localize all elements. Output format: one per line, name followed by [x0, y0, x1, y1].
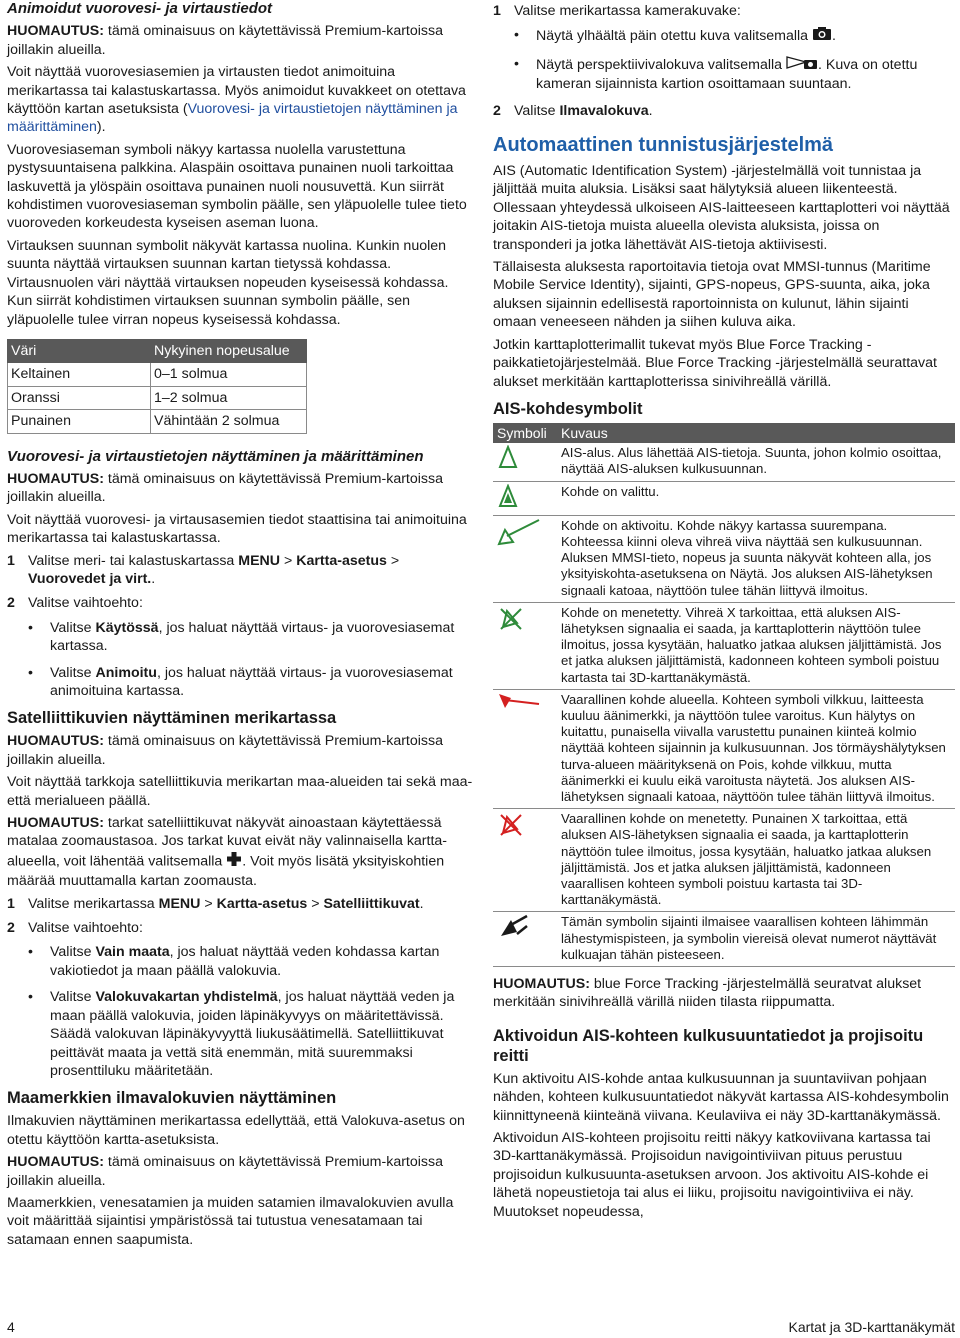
- ais-danger-icon: [497, 692, 541, 724]
- bullet-item: • Näytä ylhäältä päin otettu kuva valitsemalla .: [514, 26, 955, 46]
- footer-section-title: Kartat ja 3D-karttanäkymät: [788, 1319, 955, 1335]
- section-heading-tides-settings: Vuorovesi- ja virtaustietojen näyttäminen ja määrittäminen: [7, 447, 424, 465]
- right-column: [493, 0, 955, 1225]
- table-row: Kohde on valittu.: [493, 481, 955, 515]
- paragraph: Voit näyttää vuorovesiasemien ja virtausten tiedot animoituina merikartassa tai kalastuskartassa. Myös animoidut kuvakkeet on otettava käyttöön kartan asetuksista (Vuorovesi- ja virtaustietojen näyttäminen ja määrittäminen).: [7, 64, 466, 136]
- paragraph: Tällaisesta aluksesta raportoitavia tietoja ovat MMSI-tunnus (Maritime Mobile Service Identity), sijainti, GPS-nopeus, GPS-suunta, aika, joka aluksen sijainnin edellisestä raportoinnista on kulunut, lähin sijainti omaan veneeseen nähden ja siihen kuluva aika.: [493, 259, 931, 331]
- note-paragraph: HUOMAUTUS: tämä ominaisuus on käytettävissä Premium-kartoissa joillakin alueilla.: [7, 23, 443, 58]
- paragraph: AIS (Automatic Identification System) -järjestelmällä voit tunnistaa ja jäljittää muita aluksia. Lisäksi saat hälytyksiä alueen liikenteestä. Ollessaan yhteydessä ulkoiseen AIS-laitteeseen karttaplotteri voi näyttää joitakin AIS-tietoja muista alueella olevista aluksista, joissa on transponderi ja jotka lähettävät AIS-tietoja aktiivisesti.: [493, 163, 950, 253]
- paragraph: Voit näyttää vuorovesi- ja virtausasemien tiedot staattisina tai animoituina merikartassa tai kalastuskartassa.: [7, 511, 467, 547]
- bullet-item: • Valitse Vain maata, jos haluat näyttää veden kohdassa kartan vakiotiedot ja maan päällä valokuvia.: [28, 944, 440, 979]
- paragraph: Voit näyttää tarkkoja satelliittikuvia merikartan maa-alueiden tai sekä maa- että merialueen päällä.: [7, 774, 473, 809]
- table-row: AIS-alus. Alus lähettää AIS-tietoja. Suunta, johon kolmio osoittaa, näyttää AIS-aluksen kulkusuunnan.: [493, 443, 955, 481]
- section-heading-activated-ais: Aktivoidun AIS-kohteen kulkusuuntatiedot ja projisoitu reitti: [493, 1026, 924, 1065]
- note-paragraph: HUOMAUTUS: tämä ominaisuus on käytettävissä Premium-kartoissa joillakin alueilla.: [7, 470, 443, 506]
- paragraph: Ilmakuvien näyttäminen merikartassa edellyttää, että Valokuva-asetus on otettu käyttöön kartta-asetuksista.: [7, 1113, 465, 1148]
- ais-selected-icon: [497, 484, 519, 512]
- camera-icon: [812, 26, 832, 46]
- step-2: 2 Valitse vaihtoehto:: [7, 595, 143, 612]
- current-speed-table: [7, 339, 307, 434]
- bullet-item: • Valitse Valokuvakartan yhdistelmä, jos haluat näyttää veden ja maan päällä valokuvia, joiden läpinäkyvyys on määritettävissä. Säädä valokuvan läpinäkyvyyttä liukusäätimellä. Satelliittikuvat peittävät maata ja vettä sitä enemmän, mitä suuremmaksi prosenttiluku määritetään.: [28, 989, 455, 1079]
- section-heading-animated-tides: Animoidut vuorovesi- ja virtaustiedot: [7, 0, 273, 17]
- left-column: [7, 0, 473, 1253]
- ais-lost-icon: [497, 605, 527, 635]
- table-row: Punainen Vähintään 2 solmua: [8, 410, 307, 433]
- step-1: 1 Valitse merikartassa kamerakuvake:: [493, 3, 741, 19]
- ais-cpa-icon: [497, 914, 531, 944]
- note-paragraph: HUOMAUTUS: tämä ominaisuus on käytettävissä Premium-kartoissa joillakin alueilla.: [7, 1154, 443, 1189]
- step-1: 1 Valitse meri- tai kalastuskartassa MENU > Kartta-asetus > Vuorovedet ja virt..: [7, 552, 400, 587]
- ais-activated-icon: [497, 518, 541, 550]
- section-heading-landmarks: Maamerkkien ilmavalokuvien näyttäminen: [7, 1089, 337, 1108]
- paragraph: Jotkin karttaplotterimallit tukevat myös Blue Force Tracking -paikkatietojärjestelmää. Blue Force Tracking -järjestelmällä seurattavat alukset merkitään karttaplotterissa sinivihreällä värillä.: [493, 336, 937, 390]
- table-row: Kohde on aktivoitu. Kohde näkyy kartassa suurempana. Kohteessa kiinni oleva vihreä viiva näyttää sen kulkusuunnan. Aluksen MMSI-tieto, nopeus ja suunta näkyvät kohteen alla, jos yksityiskohta-asetuksena on Näytä. Jos aluksen AIS-lähetyksen signaali katoaa, näyttöön tulee tähän liittyvä ilmoitus.: [493, 515, 955, 602]
- ais-vessel-icon: [497, 445, 519, 473]
- section-title-ais: Automaattinen tunnistusjärjestelmä: [493, 134, 834, 157]
- ais-symbols-table: [493, 423, 955, 967]
- table-row: Kohde on menetetty. Vihreä X tarkoittaa, että aluksen AIS-lähetyksen signaalia ei saada, ja karttaplotterin näyttöön tulee ilmoitus, jossa kysytään, haluatko jatkaa aluksen jäljittämistä. Jos et jatka aluksen jäljittämistä, kadonneen kohteen symboli poistuu kartasta tai 3D-karttanäkymästä.: [493, 602, 955, 689]
- paragraph: Vuorovesiaseman symboli näkyy kartassa nuolella varustettuna pystysuuntaisena palkkina. Alaspäin osoittava punainen nuoli tarkoittaa laskuvettä ja ylöspäin osoittava punainen nuoli nousuvettä. Kun siirrät kohdistimen vuorovesiaseman symbolin päälle, sen yläpuolelle tulee tieto vuoroveden korkeudesta kyseisen aseman luona.: [7, 141, 467, 232]
- cross-reference-link[interactable]: Vuorovesi- ja virtaustietojen näyttäminen ja määrittäminen: [7, 101, 458, 136]
- bullet-item: • Valitse Käytössä, jos haluat näyttää virtaus- ja vuorovesiasemat kartassa.: [28, 619, 455, 655]
- bullet-item: • Näytä perspektiivivalokuva valitsemalla . Kuva on otettu kameran sijainnista kartion osoittamaan suuntaan.: [514, 55, 918, 93]
- step-2: 2 Valitse vaihtoehto:: [7, 920, 143, 937]
- step-2: 2 Valitse Ilmavalokuva.: [493, 102, 653, 119]
- step-1: 1 Valitse merikartassa MENU > Kartta-asetus > Satelliittikuvat.: [7, 895, 424, 912]
- table-header: Nykyinen nopeusalue: [151, 339, 307, 362]
- table-header: Väri: [8, 339, 151, 362]
- paragraph: HUOMAUTUS: tarkat satelliittikuvat näkyvät ainoastaan käytettäessä matalaa zoomaustasoa. Jos tarkat kuvat eivät näy valinnaisella kartta-alueella, voit lähentää valitsemalla . Voit myös lisätä yksityiskohtien määrää muuttamalla kartan zoomausta.: [7, 815, 448, 890]
- note-paragraph: HUOMAUTUS: tämä ominaisuus on käytettävissä Premium-kartoissa joillakin alueilla.: [7, 733, 443, 768]
- paragraph: Maamerkkien, venesatamien ja muiden satamien ilmavalokuvien avulla voit määrittää sijaintisi ympäristössä tai tutustua venesatamaan tai satamaan ennen saapumista.: [7, 1194, 454, 1248]
- paragraph: Aktivoidun AIS-kohteen projisoitu reitti näkyy katkoviivana kartassa tai 3D-karttanäkymässä. Projisoidun navigointiviivan pituus perustuu projisoidun kulkusuunta-asetuksen arvoon. Jos aktivoitu AIS-kohde ei lähetä nopeustietoja tai alus ei liiku, projisoitu navigointiviiva ei näy. Muutokset nopeudessa,: [493, 1130, 931, 1220]
- table-row: Vaarallinen kohde alueella. Kohteen symboli vilkkuu, laitteesta kuuluu äänimerkki, ja näyttöön tulee varoitus. Kun hälytys on kuitattu, punaisella viivalla varustettu punainen kiinteä kolmio näyttää kohteen sijainnin ja kulkusuunnan. Jos törmäyshälytyksen turva-alueen määrityksenä on Pois, kohde vilkkuu, mutta äänimerkki ei kuulu eikä varoitusta näytetä. Jos aluksen AIS-lähetyksen signaali katoaa, näyttöön tulee tähän liittyvä ilmoitus.: [493, 689, 955, 808]
- zoom-in-plus-icon: [226, 851, 242, 872]
- table-row: Keltainen 0–1 solmua: [8, 363, 307, 386]
- table-row: Vaarallinen kohde on menetetty. Punainen X tarkoittaa, että aluksen AIS-lähetyksen signaalia ei saada, ja karttaplotterin näyttöön tulee ilmoitus, jossa kysytään, haluatko jatkaa aluksen jäljittämistä. Jos et jatka aluksen jäljittämistä, kadonneen vaarallisen kohteen symboli poistuu kartasta tai 3D-karttanäkymästä.: [493, 809, 955, 912]
- section-heading-ais-symbols: AIS-kohdesymbolit: [493, 399, 643, 418]
- perspective-camera-icon: [786, 55, 818, 75]
- table-row: Tämän symbolin sijainti ilmaisee vaarallisen kohteen lähimmän lähestymispisteen, ja symbolin viereisä olevat numerot näyttävät kulkuajan tähän pisteeseen.: [493, 912, 955, 967]
- paragraph: Virtauksen suunnan symbolit näkyvät kartassa nuolina. Kunkin nuolen suunta näyttää virtauksen suunnan kartan tietyssä kohdassa. Virtausnuolen väri näyttää virtauksen nopeuden kyseisessä kohdassa. Kun siirrät kohdistimen virtauksen suunnan symbolin päälle, sen yläpuolelle tulee virran nopeus kyseisessä kohdassa.: [7, 237, 449, 328]
- table-header: Kuvaus: [557, 423, 955, 443]
- ais-danger-lost-icon: [497, 811, 527, 841]
- table-row: Oranssi 1–2 solmua: [8, 386, 307, 409]
- section-heading-satellite: Satelliittikuvien näyttäminen merikartassa: [7, 709, 337, 728]
- paragraph: Kun aktivoitu AIS-kohde antaa kulkusuunnan ja suuntaviivan pohjaan nähden, kohteen kulkusuuntatiedot näkyvät kartassa AIS-kohdesymbolin kiinnittyneenä kiinteänä viivana. Keulaviiva ei näy 3D-karttanäkymässä.: [493, 1070, 949, 1124]
- note-paragraph: HUOMAUTUS: blue Force Tracking -järjestelmällä seuratvat alukset merkitään sinivihreällä värillä niiden tilasta riippumatta.: [493, 976, 922, 1011]
- page-number: 4: [7, 1319, 15, 1335]
- table-header: Symboli: [493, 423, 557, 443]
- bullet-item: • Valitse Animoitu, jos haluat näyttää virtaus- ja vuorovesiasemat animoituina kartassa.: [28, 664, 453, 699]
